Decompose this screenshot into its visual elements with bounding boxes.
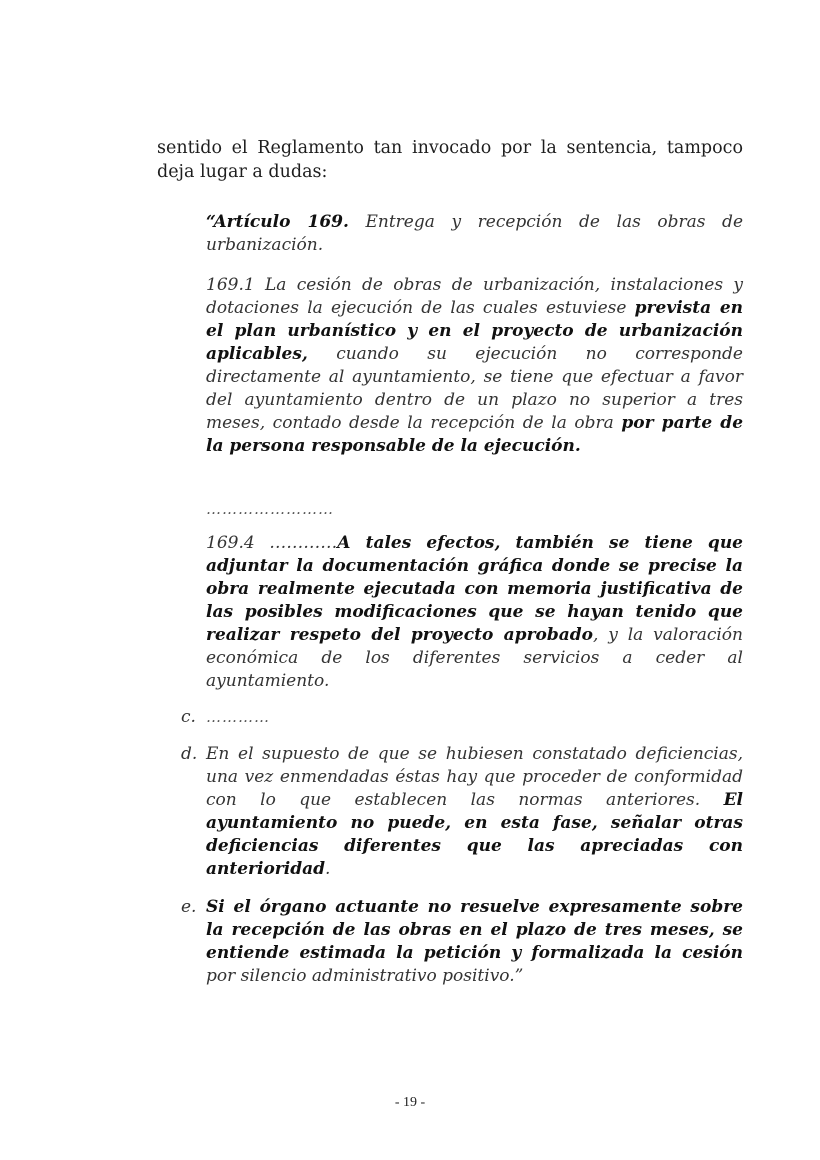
p169-4-text: , y la valoración económica de los diferentes servicios a ceder al ayuntamiento. (206, 625, 743, 691)
list-text-c: ………… (206, 708, 270, 726)
ellipsis-line (206, 498, 743, 521)
article-heading (206, 211, 743, 257)
p169-4-number: 169.4 ………… (206, 533, 338, 553)
article-subtitle: Entrega y recepción de las obras de urbanización. (206, 212, 743, 255)
p169-1-text-b: cuando su ejecución no corresponde directamente al ayuntamiento, se tiene que efectuar a favor del ayuntamiento dentro de un plazo no superior a tres meses, contado desde la recepción de la obra (206, 344, 743, 433)
p169-1-text-a: 169.1 La cesión de obras de urbanización, instalaciones y dotaciones la ejecución de las cuales estuviese (206, 275, 743, 318)
p169-4-bold: A tales efectos, también se tiene que adjuntar la documentación gráfica donde se precise la obra realmente ejecutada con memoria justificativa de las posibles modificaciones que se hayan tenido que realizar respeto del proyecto aprobado (206, 533, 743, 645)
list-body-d (206, 743, 743, 881)
list-marker-d: d. (181, 744, 198, 764)
ellipsis-text: …………………… (206, 500, 334, 518)
p169-1-bold-a: prevista en el plan urbanístico y en el proyecto de urbanización aplicables, (206, 298, 744, 364)
intro-paragraph (157, 136, 743, 184)
list-d-bold: El ayuntamiento no puede, en esta fase, señalar otras deficiencias diferentes que las apreciadas con anterioridad (206, 790, 743, 879)
list-e-bold: Si el órgano actuante no resuelve expresamente sobre la recepción de las obras en el plazo de tres meses, se entiende estimada la petición y formalizada la cesión (206, 897, 743, 963)
page-number: - 19 - (394, 1095, 426, 1110)
paragraph-169-4 (206, 532, 743, 693)
article-title: “Artículo 169. (206, 212, 349, 232)
list-e-text: por silencio administrativo positivo.” (206, 966, 524, 986)
list-marker-c: c. (181, 707, 196, 727)
list-marker-e: e. (181, 897, 197, 917)
list-d-text-b: . (325, 859, 331, 879)
intro-text: sentido el Reglamento tan invocado por la sentencia, tampoco deja lugar a dudas: (157, 138, 743, 182)
list-d-text-a: En el supuesto de que se hubiesen constatado deficiencias, una vez enmendadas éstas hay que proceder de conformidad con lo que establecen las normas anteriores. (206, 744, 743, 810)
paragraph-169-1 (206, 274, 743, 458)
list-body-e (206, 896, 743, 988)
p169-1-bold-b: por parte de la persona responsable de la ejecución. (206, 413, 744, 456)
